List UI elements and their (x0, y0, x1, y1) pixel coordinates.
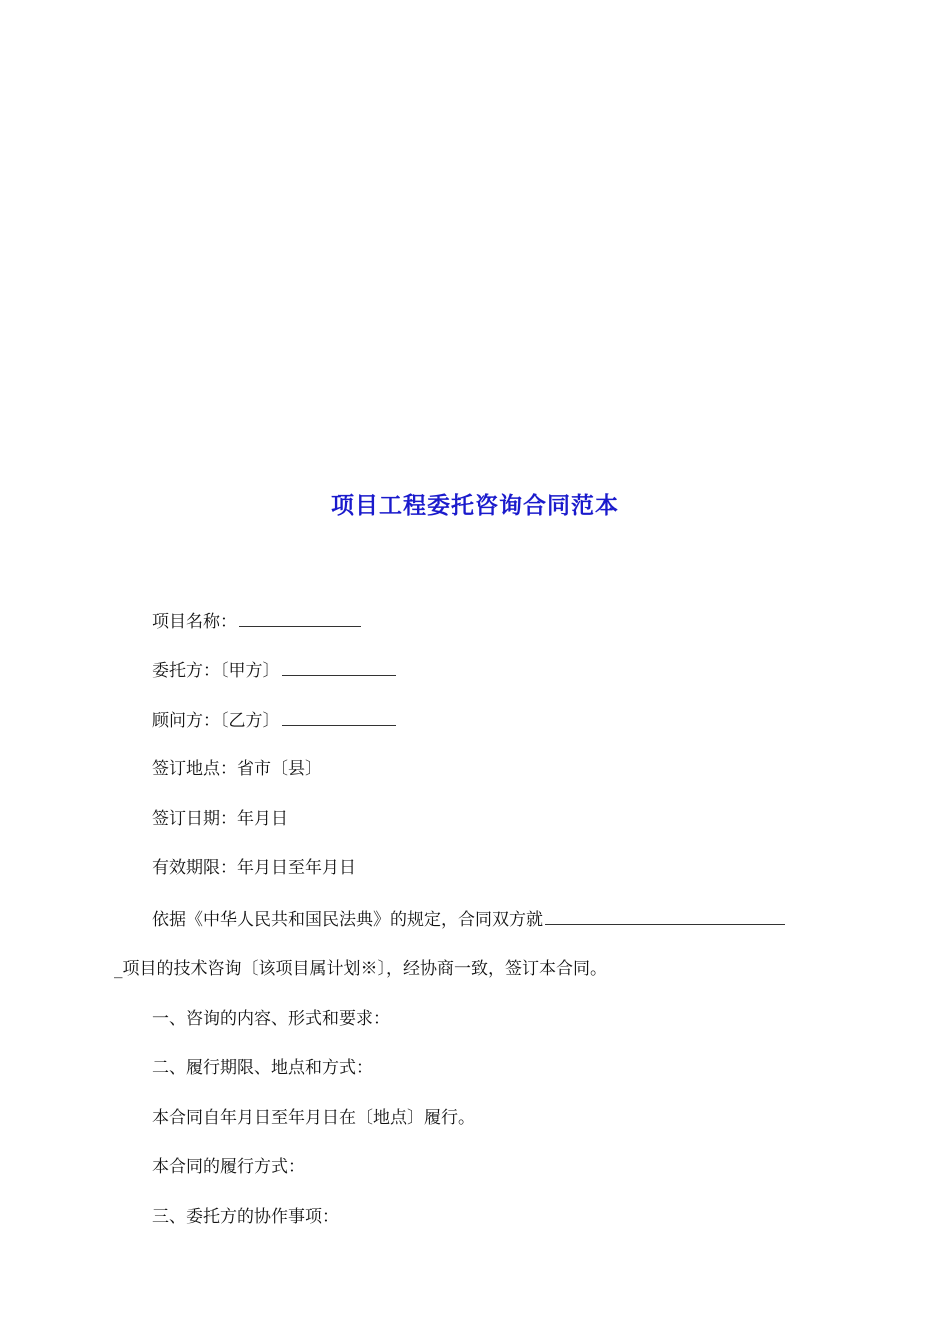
fill-in-blank (282, 708, 396, 726)
preamble-line-1 (152, 907, 785, 931)
preamble-text: 项目的技术咨询〔该项目属计划※〕，经协商一致，签订本合同。 (122, 959, 607, 979)
field-sign-date: 签订日期：年月日 (152, 809, 288, 829)
preamble-prefix: _ (114, 959, 123, 979)
preamble-line-2 (114, 958, 607, 980)
fill-in-blank (282, 658, 396, 676)
preamble-text: 依据《中华人民共和国民法典》的规定，合同双方就 (152, 910, 543, 930)
section-heading-3: 三、委托方的协作事项： (152, 1207, 339, 1227)
field-client (152, 658, 396, 682)
field-sign-place: 签订地点：省市〔县〕 (152, 759, 322, 779)
field-label: 项目名称： (152, 612, 237, 632)
field-label: 顾问方：〔乙方〕 (152, 711, 280, 731)
section-2-paragraph-2: 本合同的履行方式： (152, 1157, 305, 1177)
section-heading-1: 一、咨询的内容、形式和要求： (152, 1009, 390, 1029)
fill-in-blank (545, 907, 785, 925)
field-validity: 有效期限：年月日至年月日 (152, 858, 356, 878)
field-project-name (152, 609, 361, 633)
document-title: 项目工程委托咨询合同范本 (331, 493, 619, 519)
field-consultant (152, 708, 396, 732)
section-2-paragraph-1: 本合同自年月日至年月日在〔地点〕履行。 (152, 1108, 475, 1128)
field-label: 委托方：〔甲方〕 (152, 661, 280, 681)
section-heading-2: 二、履行期限、地点和方式： (152, 1058, 373, 1078)
fill-in-blank (239, 609, 361, 627)
